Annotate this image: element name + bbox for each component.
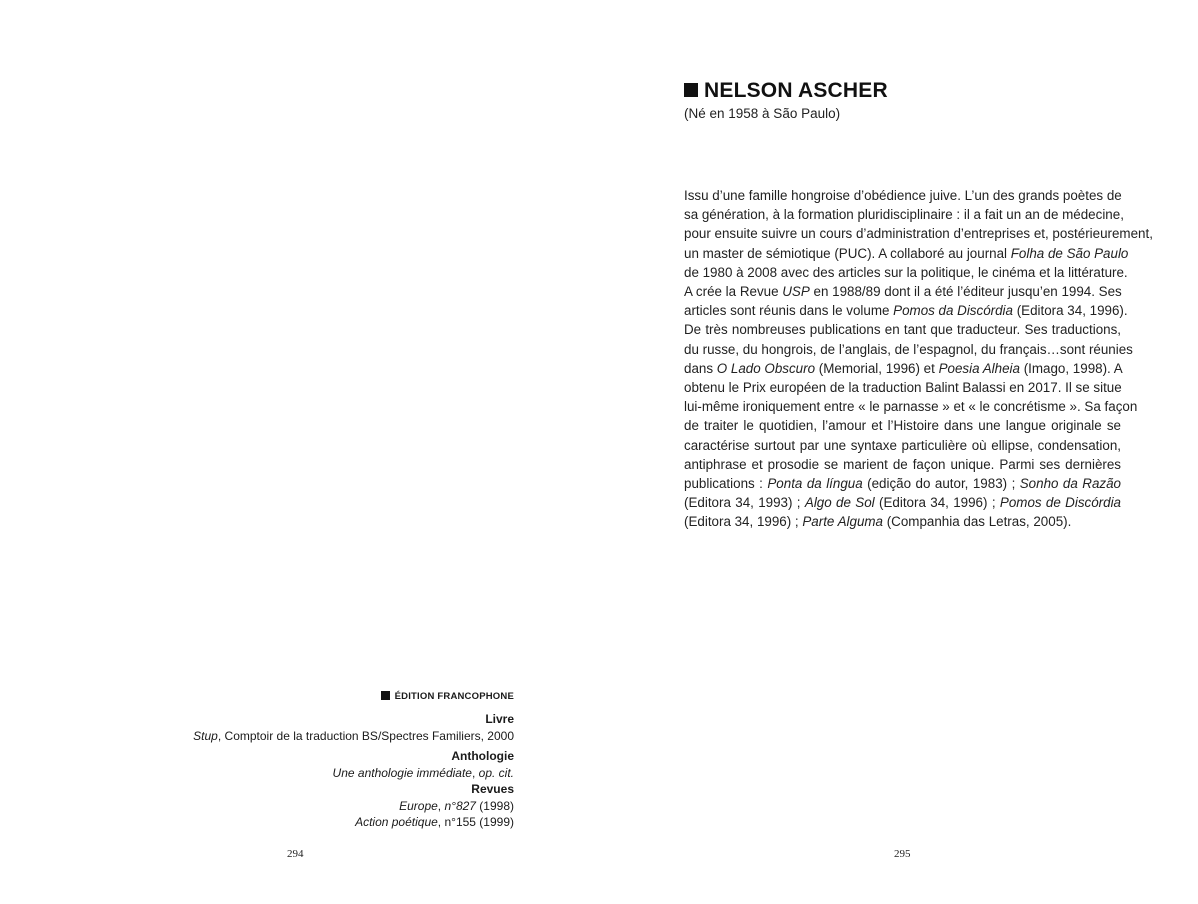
anthologie-entry: Une anthologie immédiate, op. cit. — [332, 765, 514, 780]
right-page — [599, 0, 1198, 904]
biography-paragraph: Issu d’une famille hongroise d’obédience juive. L’un des grands poètes de sa génération, à la formation pluridisciplinaire : il a fait un an de médecine, pour ensuite suivre un cours d’administration d’entreprises et, postérieurement, un master de sémiotique (PUC). A collaboré au journal Folha de São Paulo de 1980 à 2008 avec des articles sur la politique, le cinéma et la littérature. A crée la Revue USP en 1988/89 dont il a été l’éditeur jusqu’en 1994. Ses articles sont réunis dans le volume Pomos da Discórdia (Editora 34, 1996). De très nombreuses publications en tant que traducteur. Ses traductions, du russe, du hongrois, de l’anglais, de l’espagnol, du français…sont réunies dans O Lado Obscuro (Memorial, 1996) et Poesia Alheia (Imago, 1998). A obtenu le Prix européen de la traduction Balint Balassi en 2017. Il se situe lui-même ironiquement entre « le parnasse » et « le concrétisme ». Sa façon de traiter le quotidien, l’amour et l’Histoire dans une langue originale se caractérise surtout par une syntaxe particulière où ellipse, condensation, antiphrase et prosodie se marient de façon unique. Parmi ses dernières publications : Ponta da língua (edição do autor, 1983) ; Sonho da Razão (Editora 34, 1993) ; Algo de Sol (Editora 34, 1996) ; Pomos de Discórdia (Editora 34, 1996) ; Parte Alguma (Companhia das Letras, 2005). — [684, 188, 1153, 530]
square-bullet-icon — [684, 83, 698, 97]
livre-entry: Stup, Comptoir de la traduction BS/Spectres Familiers, 2000 — [193, 728, 514, 743]
author-birth: (Né en 1958 à São Paulo) — [684, 106, 841, 121]
revue-entry: Europe, n°827 (1998) — [399, 798, 514, 813]
bibliography — [114, 691, 514, 831]
livre-label: Livre — [485, 712, 514, 726]
square-bullet-icon — [381, 691, 390, 700]
author-name: NELSON ASCHER — [684, 77, 888, 105]
revue-entry: Action poétique, n°155 (1999) — [355, 815, 514, 829]
anthologie-label: Anthologie — [451, 749, 514, 763]
revues-label: Revues — [471, 782, 514, 796]
page-number: 295 — [894, 848, 911, 860]
section-heading: ÉDITION FRANCOPHONE — [114, 691, 514, 703]
page-number: 294 — [287, 848, 304, 860]
